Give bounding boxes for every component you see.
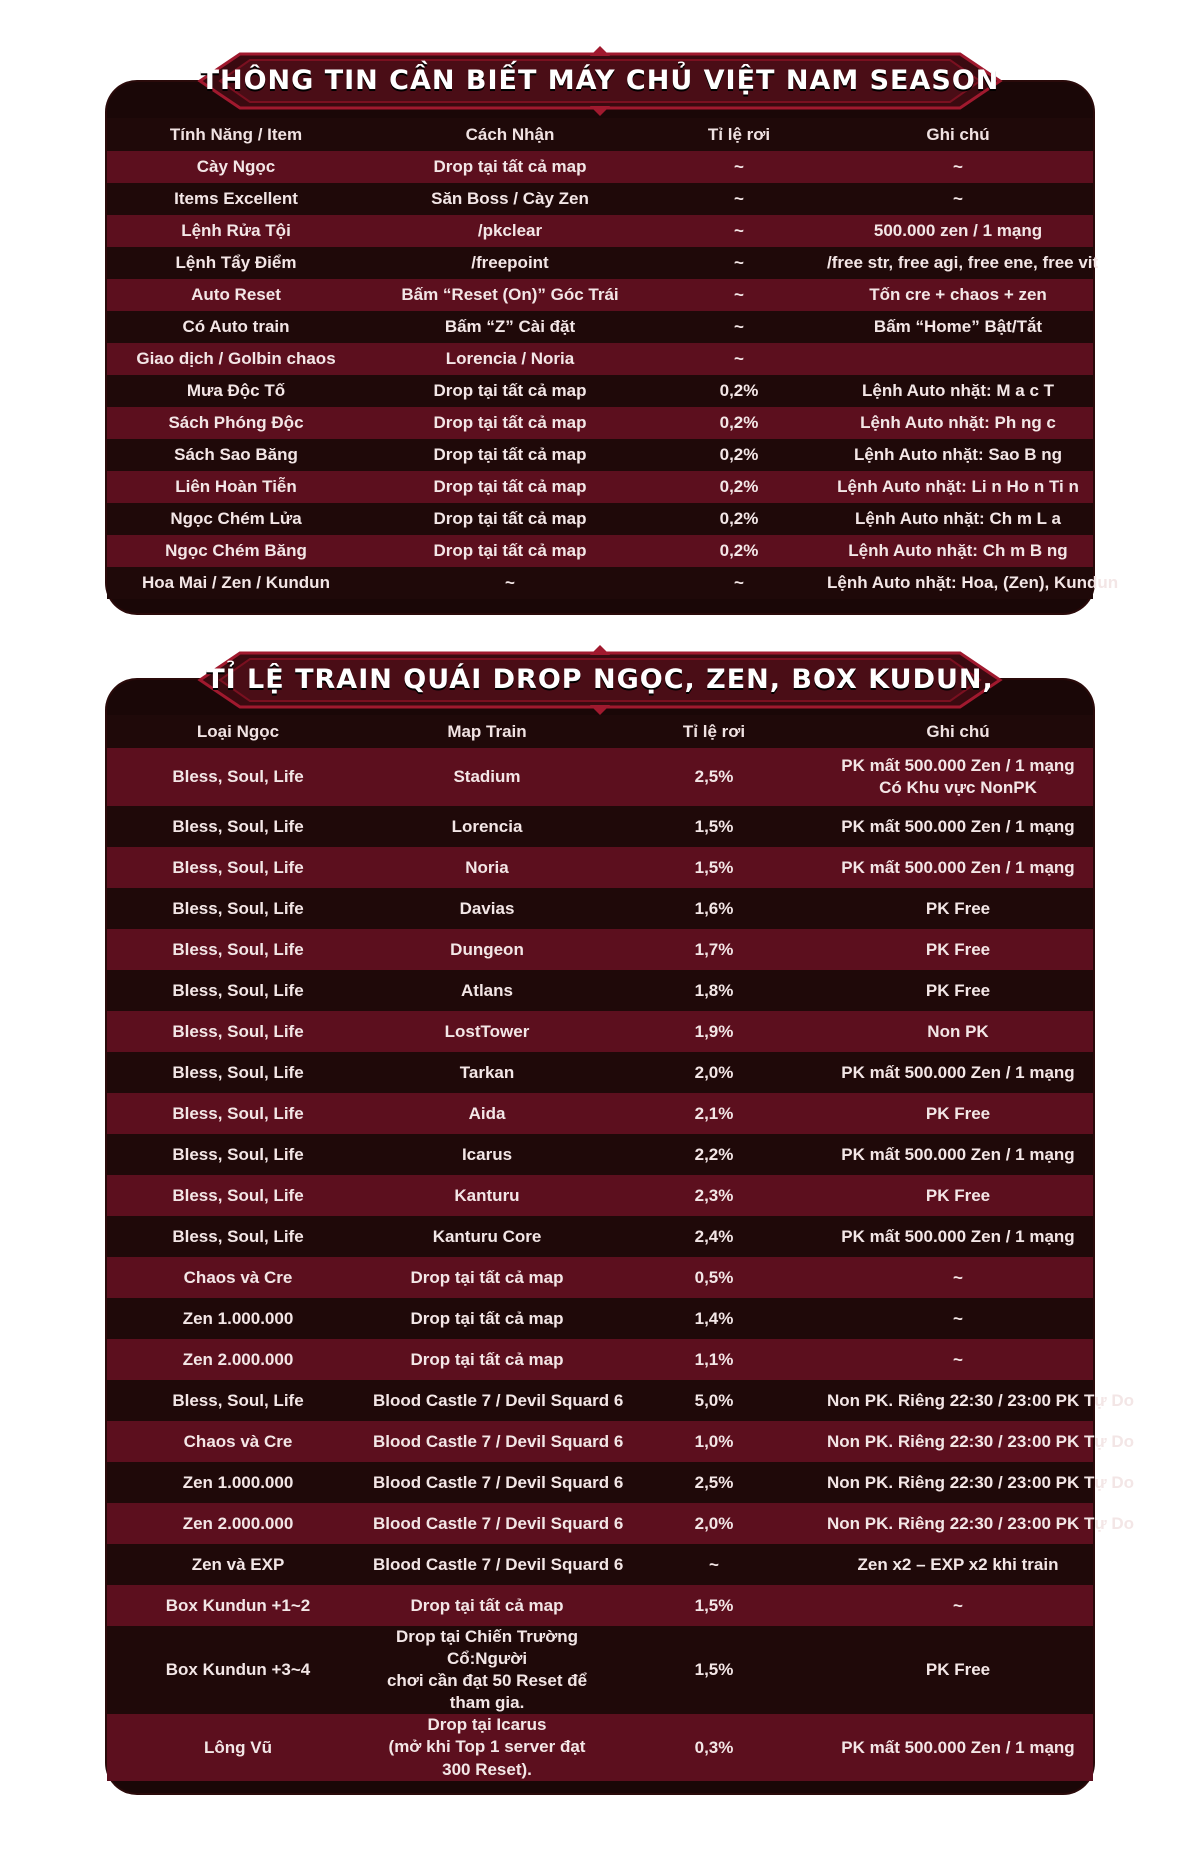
cell-rate: ~ <box>734 285 744 304</box>
cell-note: Non PK <box>927 1021 989 1041</box>
cell-rate: ~ <box>734 157 744 176</box>
cell-note: Lệnh Auto nhặt: Ph ng c <box>860 413 1056 432</box>
cell-item: Bless, Soul, Life <box>172 1185 304 1205</box>
cell-method: Drop tại tất cả map <box>433 509 587 528</box>
cell-rate: 0,2% <box>719 509 759 528</box>
cell-method: Drop tại Icarus (mở khi Top 1 server đạt 300 Reset). <box>388 1715 586 1779</box>
table-row <box>107 1626 1093 1714</box>
cell-rate: 0,2% <box>719 477 759 496</box>
table-row <box>107 183 1093 215</box>
cell-method: Atlans <box>461 980 513 1000</box>
table-row <box>107 1462 1093 1503</box>
cell-method: Lorencia / Noria <box>445 349 575 368</box>
cell-method: Dungeon <box>450 939 524 959</box>
cell-rate: 1,5% <box>694 857 734 877</box>
cell-rate: 1,0% <box>694 1431 734 1451</box>
cell-note: Lệnh Auto nhặt: Sao B ng <box>853 445 1063 464</box>
cell-note: Lệnh Auto nhặt: Li n Ho n Ti n <box>837 477 1079 496</box>
cell-note: Non PK. Riêng 22:30 / 23:00 PK Tự Do <box>827 1390 1135 1410</box>
col-header-item: Tính Năng / Item <box>169 124 303 144</box>
cell-method: Drop tại tất cả map <box>433 445 587 464</box>
cell-note: PK Free <box>925 939 991 959</box>
cell-item: Liên Hoàn Tiễn <box>175 477 297 496</box>
cell-note: Lệnh Auto nhặt: M a c T <box>861 381 1055 400</box>
cell-method: Blood Castle 7 / Devil Squard 6 <box>373 1431 624 1451</box>
col-header-rate: Tỉ lệ rơi <box>682 721 746 741</box>
table-row <box>107 1544 1093 1585</box>
table-header-row <box>107 715 1093 748</box>
table-row <box>107 1134 1093 1175</box>
cell-note: Bấm “Home” Bật/Tắt <box>873 317 1043 336</box>
cell-note: PK mất 500.000 Zen / 1 mạng <box>841 1144 1075 1164</box>
cell-rate: 2,1% <box>694 1103 734 1123</box>
cell-item: Box Kundun +3~4 <box>165 1660 311 1680</box>
cell-note: ~ <box>953 189 963 208</box>
table-row <box>107 247 1093 279</box>
cell-note: PK mất 500.000 Zen / 1 mạng <box>841 816 1075 836</box>
cell-note: PK Free <box>925 1660 991 1680</box>
cell-item: Lệnh Rửa Tội <box>181 221 291 240</box>
cell-item: Sách Sao Băng <box>174 445 298 464</box>
cell-note: PK mất 500.000 Zen / 1 mạng Có Khu vực NonPK <box>841 755 1075 797</box>
cell-item: Zen 2.000.000 <box>182 1513 294 1533</box>
cell-rate: 2,2% <box>694 1144 734 1164</box>
table-row <box>107 748 1093 806</box>
cell-item: Ngọc Chém Băng <box>165 541 307 560</box>
cell-method: LostTower <box>444 1021 530 1041</box>
cell-method: Drop tại tất cả map <box>433 541 587 560</box>
cell-note: ~ <box>953 1595 963 1615</box>
cell-item: Giao dịch / Golbin chaos <box>136 349 336 368</box>
cell-method: Drop tại tất cả map <box>410 1349 564 1369</box>
cell-method: Drop tại tất cả map <box>433 157 587 176</box>
cell-method: Drop tại tất cả map <box>410 1308 564 1328</box>
table-row <box>107 1175 1093 1216</box>
cell-rate: 1,9% <box>694 1021 734 1041</box>
col-header-note: Ghi chú <box>926 124 990 144</box>
cell-method: ~ <box>505 573 515 592</box>
cell-method: Drop tại tất cả map <box>433 413 587 432</box>
table-row <box>107 1216 1093 1257</box>
cell-rate: ~ <box>734 253 744 272</box>
cell-item: Bless, Soul, Life <box>172 939 304 959</box>
cell-note: Tốn cre + chaos + zen <box>869 285 1047 304</box>
cell-method: Drop tại tất cả map <box>410 1267 564 1287</box>
cell-item: Cày Ngọc <box>196 157 276 176</box>
cell-rate: 0,2% <box>719 445 759 464</box>
cell-method: Kanturu <box>454 1185 520 1205</box>
section2-title: TỈ LỆ TRAIN QUÁI DROP NGỌC, ZEN, BOX KUDUN, LÔNG VŨ <box>206 664 994 765</box>
cell-item: Bless, Soul, Life <box>172 1144 304 1164</box>
table-row <box>107 847 1093 888</box>
cell-note: Lệnh Auto nhặt: Ch m B ng <box>848 541 1068 560</box>
table-row <box>107 279 1093 311</box>
cell-note: Non PK. Riêng 22:30 / 23:00 PK Tự Do <box>827 1472 1135 1492</box>
cell-note: ~ <box>953 1349 963 1369</box>
cell-note: PK mất 500.000 Zen / 1 mạng <box>841 1737 1075 1757</box>
cell-note: /free str, free agi, free ene, free vit <box>827 253 1099 272</box>
cell-note: ~ <box>953 1267 963 1287</box>
table-row <box>107 1093 1093 1134</box>
col-header-method: Cách Nhận <box>465 124 555 144</box>
table-row <box>107 215 1093 247</box>
table-row <box>107 567 1093 599</box>
cell-note: PK mất 500.000 Zen / 1 mạng <box>841 1226 1075 1246</box>
cell-item: Box Kundun +1~2 <box>165 1595 311 1615</box>
cell-rate: 2,5% <box>694 1472 734 1492</box>
cell-rate: 1,1% <box>694 1349 734 1369</box>
cell-item: Lông Vũ <box>204 1737 272 1757</box>
cell-item: Bless, Soul, Life <box>172 1226 304 1246</box>
table-row <box>107 888 1093 929</box>
cell-item: Items Excellent <box>174 189 298 208</box>
cell-method: Drop tại tất cả map <box>410 1595 564 1615</box>
cell-note: Non PK. Riêng 22:30 / 23:00 PK Tự Do <box>827 1513 1135 1533</box>
cell-item: Bless, Soul, Life <box>172 1021 304 1041</box>
cell-method: Icarus <box>461 1144 513 1164</box>
table-row <box>107 806 1093 847</box>
table-row <box>107 439 1093 471</box>
cell-note: PK Free <box>925 1103 991 1123</box>
cell-rate: ~ <box>734 221 744 240</box>
cell-rate: 2,0% <box>694 1513 734 1533</box>
cell-rate: 1,4% <box>694 1308 734 1328</box>
cell-method: Drop tại tất cả map <box>433 381 587 400</box>
cell-note: PK mất 500.000 Zen / 1 mạng <box>841 857 1075 877</box>
cell-rate: 0,2% <box>719 541 759 560</box>
cell-item: Có Auto train <box>182 317 290 336</box>
cell-rate: ~ <box>734 317 744 336</box>
col-header-item: Loại Ngọc <box>196 721 280 741</box>
cell-note: ~ <box>953 1308 963 1328</box>
cell-note: Lệnh Auto nhặt: Hoa, (Zen), Kundun <box>827 573 1119 592</box>
table-row <box>107 1339 1093 1380</box>
cell-item: Bless, Soul, Life <box>172 980 304 1000</box>
cell-rate: 1,6% <box>694 898 734 918</box>
cell-method: Bấm “Reset (On)” Góc Trái <box>401 285 619 304</box>
cell-rate: 1,5% <box>694 1660 734 1680</box>
cell-rate: 2,5% <box>694 767 734 786</box>
cell-note <box>823 343 1093 375</box>
col-header-note: Ghi chú <box>926 721 990 741</box>
table-row <box>107 375 1093 407</box>
table-row <box>107 1714 1093 1780</box>
cell-note: Non PK. Riêng 22:30 / 23:00 PK Tự Do <box>827 1431 1135 1451</box>
table-row <box>107 1380 1093 1421</box>
cell-method: Davias <box>459 898 515 918</box>
cell-rate: ~ <box>734 189 744 208</box>
table-row <box>107 503 1093 535</box>
table-row <box>107 1011 1093 1052</box>
cell-rate: 1,7% <box>694 939 734 959</box>
table-row <box>107 407 1093 439</box>
table-row <box>107 343 1093 375</box>
cell-method: Aida <box>468 1103 506 1123</box>
cell-rate: 2,3% <box>694 1185 734 1205</box>
cell-note: Zen x2 – EXP x2 khi train <box>857 1554 1059 1574</box>
cell-item: Bless, Soul, Life <box>172 857 304 877</box>
cell-note: ~ <box>953 157 963 176</box>
table-row <box>107 1298 1093 1339</box>
cell-item: Zen 1.000.000 <box>182 1308 294 1328</box>
cell-method: /pkclear <box>477 221 543 240</box>
cell-note: PK Free <box>925 898 991 918</box>
table-header-row <box>107 118 1093 151</box>
cell-item: Lệnh Tẩy Điểm <box>175 253 297 272</box>
table-row <box>107 535 1093 567</box>
cell-item: Bless, Soul, Life <box>172 1062 304 1082</box>
drop-rate-table <box>107 715 1135 1781</box>
cell-item: Hoa Mai / Zen / Kundun <box>142 573 330 592</box>
table-row <box>107 970 1093 1011</box>
cell-item: Bless, Soul, Life <box>172 767 304 786</box>
cell-method: Lorencia <box>451 816 523 836</box>
cell-method: Noria <box>465 857 509 877</box>
table-row <box>107 1257 1093 1298</box>
cell-note: Lệnh Auto nhặt: Ch m L a <box>855 509 1061 528</box>
table-row <box>107 151 1093 183</box>
cell-method: Blood Castle 7 / Devil Squard 6 <box>373 1472 624 1492</box>
cell-rate: 0,2% <box>719 413 759 432</box>
cell-rate: ~ <box>709 1554 719 1574</box>
section1-title: THÔNG TIN CẦN BIẾT MÁY CHỦ VIỆT NAM SEASON 1.0 CLASSIC <box>200 65 1000 166</box>
cell-method: /freepoint <box>471 253 549 272</box>
cell-item: Mưa Độc Tố <box>186 381 286 400</box>
cell-item: Chaos và Cre <box>183 1267 293 1287</box>
cell-item: Bless, Soul, Life <box>172 1390 304 1410</box>
col-header-method: Map Train <box>447 721 527 741</box>
cell-note: PK Free <box>925 1185 991 1205</box>
cell-method: Drop tại tất cả map <box>433 477 587 496</box>
cell-rate: 5,0% <box>694 1390 734 1410</box>
cell-method: Kanturu Core <box>432 1226 542 1246</box>
cell-rate: 0,3% <box>694 1737 734 1757</box>
cell-note: PK mất 500.000 Zen / 1 mạng <box>841 1062 1075 1082</box>
table-row <box>107 1052 1093 1093</box>
cell-item: Zen và EXP <box>191 1554 285 1574</box>
cell-method: Drop tại Chiến Trường Cổ:Người chơi cần đạt 50 Reset để tham gia. <box>386 1627 588 1713</box>
cell-item: Zen 2.000.000 <box>182 1349 294 1369</box>
cell-item: Bless, Soul, Life <box>172 816 304 836</box>
cell-item: Bless, Soul, Life <box>172 1103 304 1123</box>
cell-item: Sách Phóng Độc <box>168 413 304 432</box>
cell-method: Tarkan <box>459 1062 515 1082</box>
cell-rate: 2,4% <box>694 1226 734 1246</box>
table-row <box>107 471 1093 503</box>
cell-rate: 1,5% <box>694 1595 734 1615</box>
cell-item: Ngọc Chém Lửa <box>170 509 302 528</box>
cell-rate: 1,8% <box>694 980 734 1000</box>
cell-rate: ~ <box>734 349 744 368</box>
table-row <box>107 311 1093 343</box>
cell-rate: 0,5% <box>694 1267 734 1287</box>
cell-rate: 0,2% <box>719 381 759 400</box>
cell-method: Blood Castle 7 / Devil Squard 6 <box>373 1554 624 1574</box>
cell-rate: 1,5% <box>694 816 734 836</box>
table-row <box>107 1503 1093 1544</box>
cell-method: Blood Castle 7 / Devil Squard 6 <box>373 1513 624 1533</box>
table-row <box>107 1421 1093 1462</box>
cell-method: Blood Castle 7 / Devil Squard 6 <box>373 1390 624 1410</box>
cell-item: Zen 1.000.000 <box>182 1472 294 1492</box>
cell-method: Săn Boss / Cày Zen <box>431 189 589 208</box>
cell-note: 500.000 zen / 1 mạng <box>873 221 1043 240</box>
cell-method: Bấm “Z” Cài đặt <box>444 317 576 336</box>
cell-rate: 2,0% <box>694 1062 734 1082</box>
cell-note: PK Free <box>925 980 991 1000</box>
col-header-rate: Tỉ lệ rơi <box>707 124 771 144</box>
cell-item: Bless, Soul, Life <box>172 898 304 918</box>
cell-method: Stadium <box>453 767 521 786</box>
info-table <box>107 118 1119 599</box>
cell-item: Auto Reset <box>191 285 281 304</box>
table-row <box>107 1585 1093 1626</box>
cell-rate: ~ <box>734 573 744 592</box>
cell-item: Chaos và Cre <box>183 1431 293 1451</box>
table-row <box>107 929 1093 970</box>
